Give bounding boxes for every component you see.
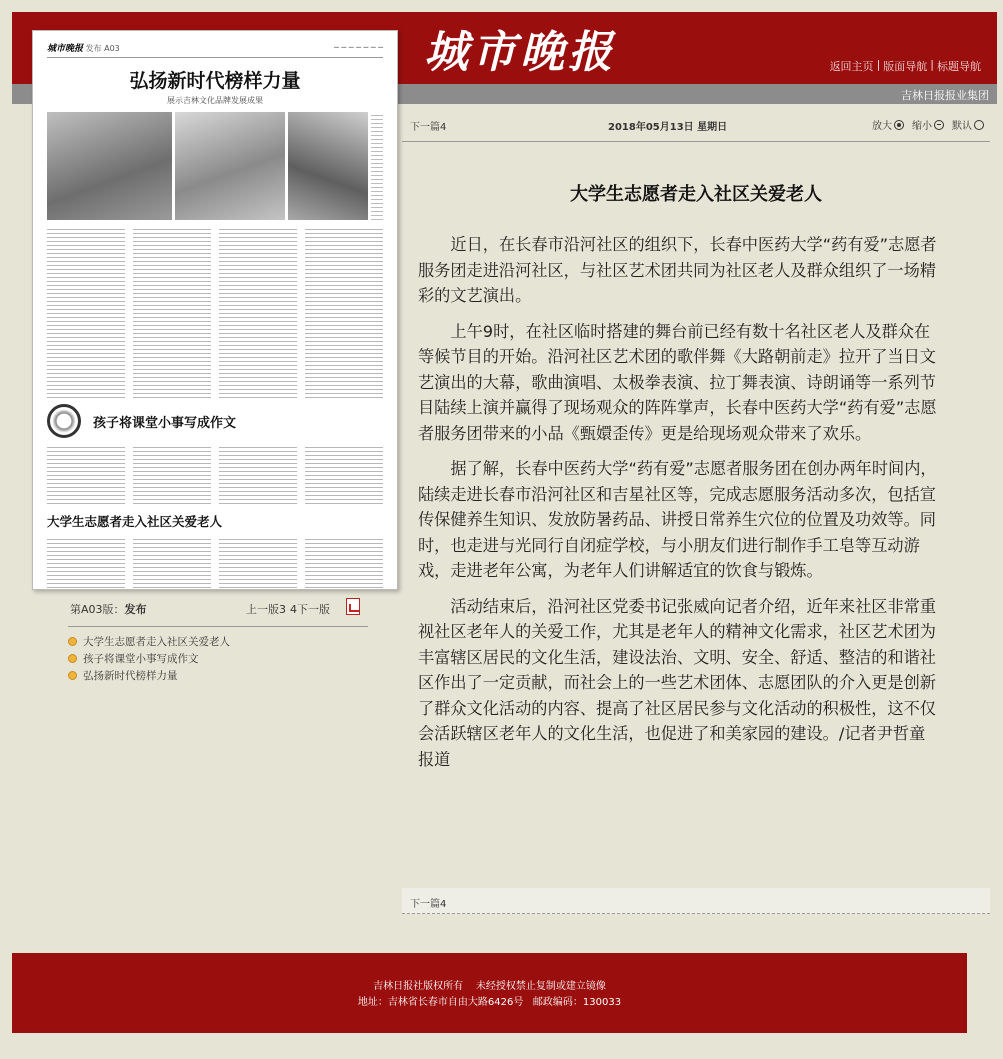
thumbnail-text-column — [133, 226, 211, 398]
thumbnail-text-column — [305, 536, 383, 590]
thumbnail-text-columns — [47, 226, 383, 398]
thumbnail-text-column — [47, 444, 125, 506]
thumbnail-text-column — [219, 536, 297, 590]
thumbnail-text-column — [133, 536, 211, 590]
article-paragraph: 上午9时，在社区临时搭建的舞台前已经有数十名社区老人及群众在等候节目的开始。沿河社区艺术团的歌伴舞《大路朝前走》拉开了当日文艺演出的大幕，歌曲演唱、太极拳表演、拉丁舞表演、诗朗诵等一系列节目陆续上演并赢得了现场观众的阵阵掌声，长春中医药大学“药有爱”志愿者服务团带来的小品《甄嬛歪传》更是给现场观众带来了欢乐。 — [418, 321, 937, 443]
address-text: 地址：吉林省长春市自由大路6426号 邮政编码：130033 — [357, 997, 622, 1008]
thumbnail-text-column — [219, 226, 297, 398]
thumbnail-masthead-logo: 城市晚报 — [47, 44, 84, 54]
thumbnail-photos — [47, 112, 383, 220]
bullet-icon — [68, 654, 77, 663]
issue-date: 2018年05月13日 星期日 — [608, 122, 728, 133]
nav-page-nav-link[interactable]: 版面导航 — [883, 60, 928, 73]
footer-next-article-link[interactable]: 下一篇4 — [410, 899, 447, 910]
article-paragraph: 近日，在长春市沿河社区的组织下，长春中医药大学“药有爱”志愿者服务团走进沿河社区，与社区艺术团共同为社区老人及群众组织了一场精彩的文艺演出。 — [418, 235, 937, 305]
thumbnail-headline-2-row — [47, 404, 383, 438]
thumbnail-headline-2[interactable]: 孩子将课堂小事写成作文 — [93, 415, 237, 431]
thumbnail-masthead — [47, 41, 383, 58]
zoom-out-button[interactable]: 缩小 — [912, 117, 944, 132]
thumbnail-text-column — [47, 536, 125, 590]
prev-page-link[interactable]: 上一版3 — [246, 603, 286, 616]
thumbnail-text-columns — [47, 536, 383, 590]
article-footer-nav — [402, 888, 990, 914]
page-version: 第A03版：发布 — [70, 603, 147, 616]
page-nav — [246, 601, 330, 617]
thumbnail-photo — [47, 112, 172, 220]
article-list-item[interactable] — [68, 667, 368, 684]
thumbnail-text-column — [371, 112, 383, 220]
article-list-item[interactable] — [68, 633, 368, 650]
page-info — [70, 601, 366, 617]
thumbnail-photo — [175, 112, 285, 220]
copyright-text: 吉林日报社版权所有 未经授权禁止复制或建立镜像 — [373, 981, 606, 992]
article-paragraph: 活动结束后，沿河社区党委书记张威向记者介绍，近年来社区非常重视社区老年人的关爱工作，尤其是老年人的精神文化需求，社区艺术团为丰富辖区居民的文化生活，建设法治、文明、安全、舒适、整洁的和谐社区作出了一定贡献，而社会上的一些艺术团体、志愿团队的介入更是创新了群众文化活动的内容、提高了社区居民参与文化活动的积极性，这不仅会活跃辖区老年人的文化生活，也促进了和美家园的建设。/记者尹哲童 报道 — [418, 596, 937, 769]
zoom-in-icon — [894, 120, 904, 130]
thumbnail-text-column — [47, 226, 125, 398]
zoom-default-icon — [974, 120, 984, 130]
thumbnail-text-column — [305, 444, 383, 506]
bullet-icon — [68, 671, 77, 680]
article-list-item-label: 大学生志愿者走入社区关爱老人 — [83, 636, 230, 648]
next-page-link[interactable]: 4下一版 — [290, 603, 330, 616]
thumbnail-text-columns — [47, 444, 383, 506]
thumbnail-headline-1[interactable]: 弘扬新时代榜样力量 — [129, 70, 301, 92]
thumbnail-photo — [288, 112, 368, 220]
article-list-item-label: 孩子将课堂小事写成作文 — [83, 653, 199, 665]
zoom-default-button[interactable]: 默认 — [952, 117, 984, 132]
article-paragraph: 据了解，长春中医药大学“药有爱”志愿者服务团在创办两年时间内，陆续走进长春市沿河社区和吉星社区等，完成志愿服务活动多次，包括宣传保健养生知识、发放防暑药品、讲授日常养生穴位的位置及功效等。同时，也走进与光同行自闭症学校，与小朋友们进行制作手工皂等互动游戏，走进老年公寓，为老年人们讲解适宜的饮食与锻炼。 — [418, 459, 937, 580]
zoom-out-icon — [934, 120, 944, 130]
zoom-controls — [872, 117, 984, 132]
nav-home-link[interactable]: 返回主页 — [829, 60, 874, 73]
thumbnail-text-column — [133, 444, 211, 506]
zoom-in-button[interactable]: 放大 — [872, 117, 904, 132]
thumbnail-text-column — [305, 226, 383, 398]
nav-separator: | — [930, 58, 934, 71]
next-article-link[interactable]: 下一篇4 — [410, 122, 447, 133]
group-name: 吉林日报报业集团 — [901, 89, 989, 102]
site-logo[interactable]: 城市晚报 — [424, 27, 616, 78]
site-footer — [12, 953, 967, 1033]
article-body — [418, 232, 938, 782]
thumbnail-masthead-rule: ─ ─ ─ ─ ─ ─ ─ — [334, 43, 383, 52]
pdf-icon[interactable] — [346, 598, 360, 615]
thumbnail-masthead-meta: 发布 A03 — [85, 44, 120, 53]
thumbnail-badge-icon — [47, 404, 81, 438]
thumbnail-headline-3[interactable]: 大学生志愿者走入社区关爱老人 — [47, 514, 223, 529]
nav-separator: | — [876, 58, 881, 71]
top-nav — [830, 58, 981, 74]
thumbnail-headline-1-sub: 展示吉林文化品牌发展成果 — [167, 96, 263, 105]
thumbnail-text-column — [219, 444, 297, 506]
article-toolbar — [402, 108, 990, 142]
article-list-item[interactable] — [68, 650, 368, 667]
page-thumbnail[interactable] — [32, 30, 398, 590]
article-title: 大学生志愿者走入社区关爱老人 — [570, 184, 822, 205]
nav-title-nav-link[interactable]: 标题导航 — [937, 60, 981, 73]
article-list — [68, 626, 368, 684]
article-list-item-label: 弘扬新时代榜样力量 — [83, 670, 178, 682]
bullet-icon — [68, 637, 77, 646]
